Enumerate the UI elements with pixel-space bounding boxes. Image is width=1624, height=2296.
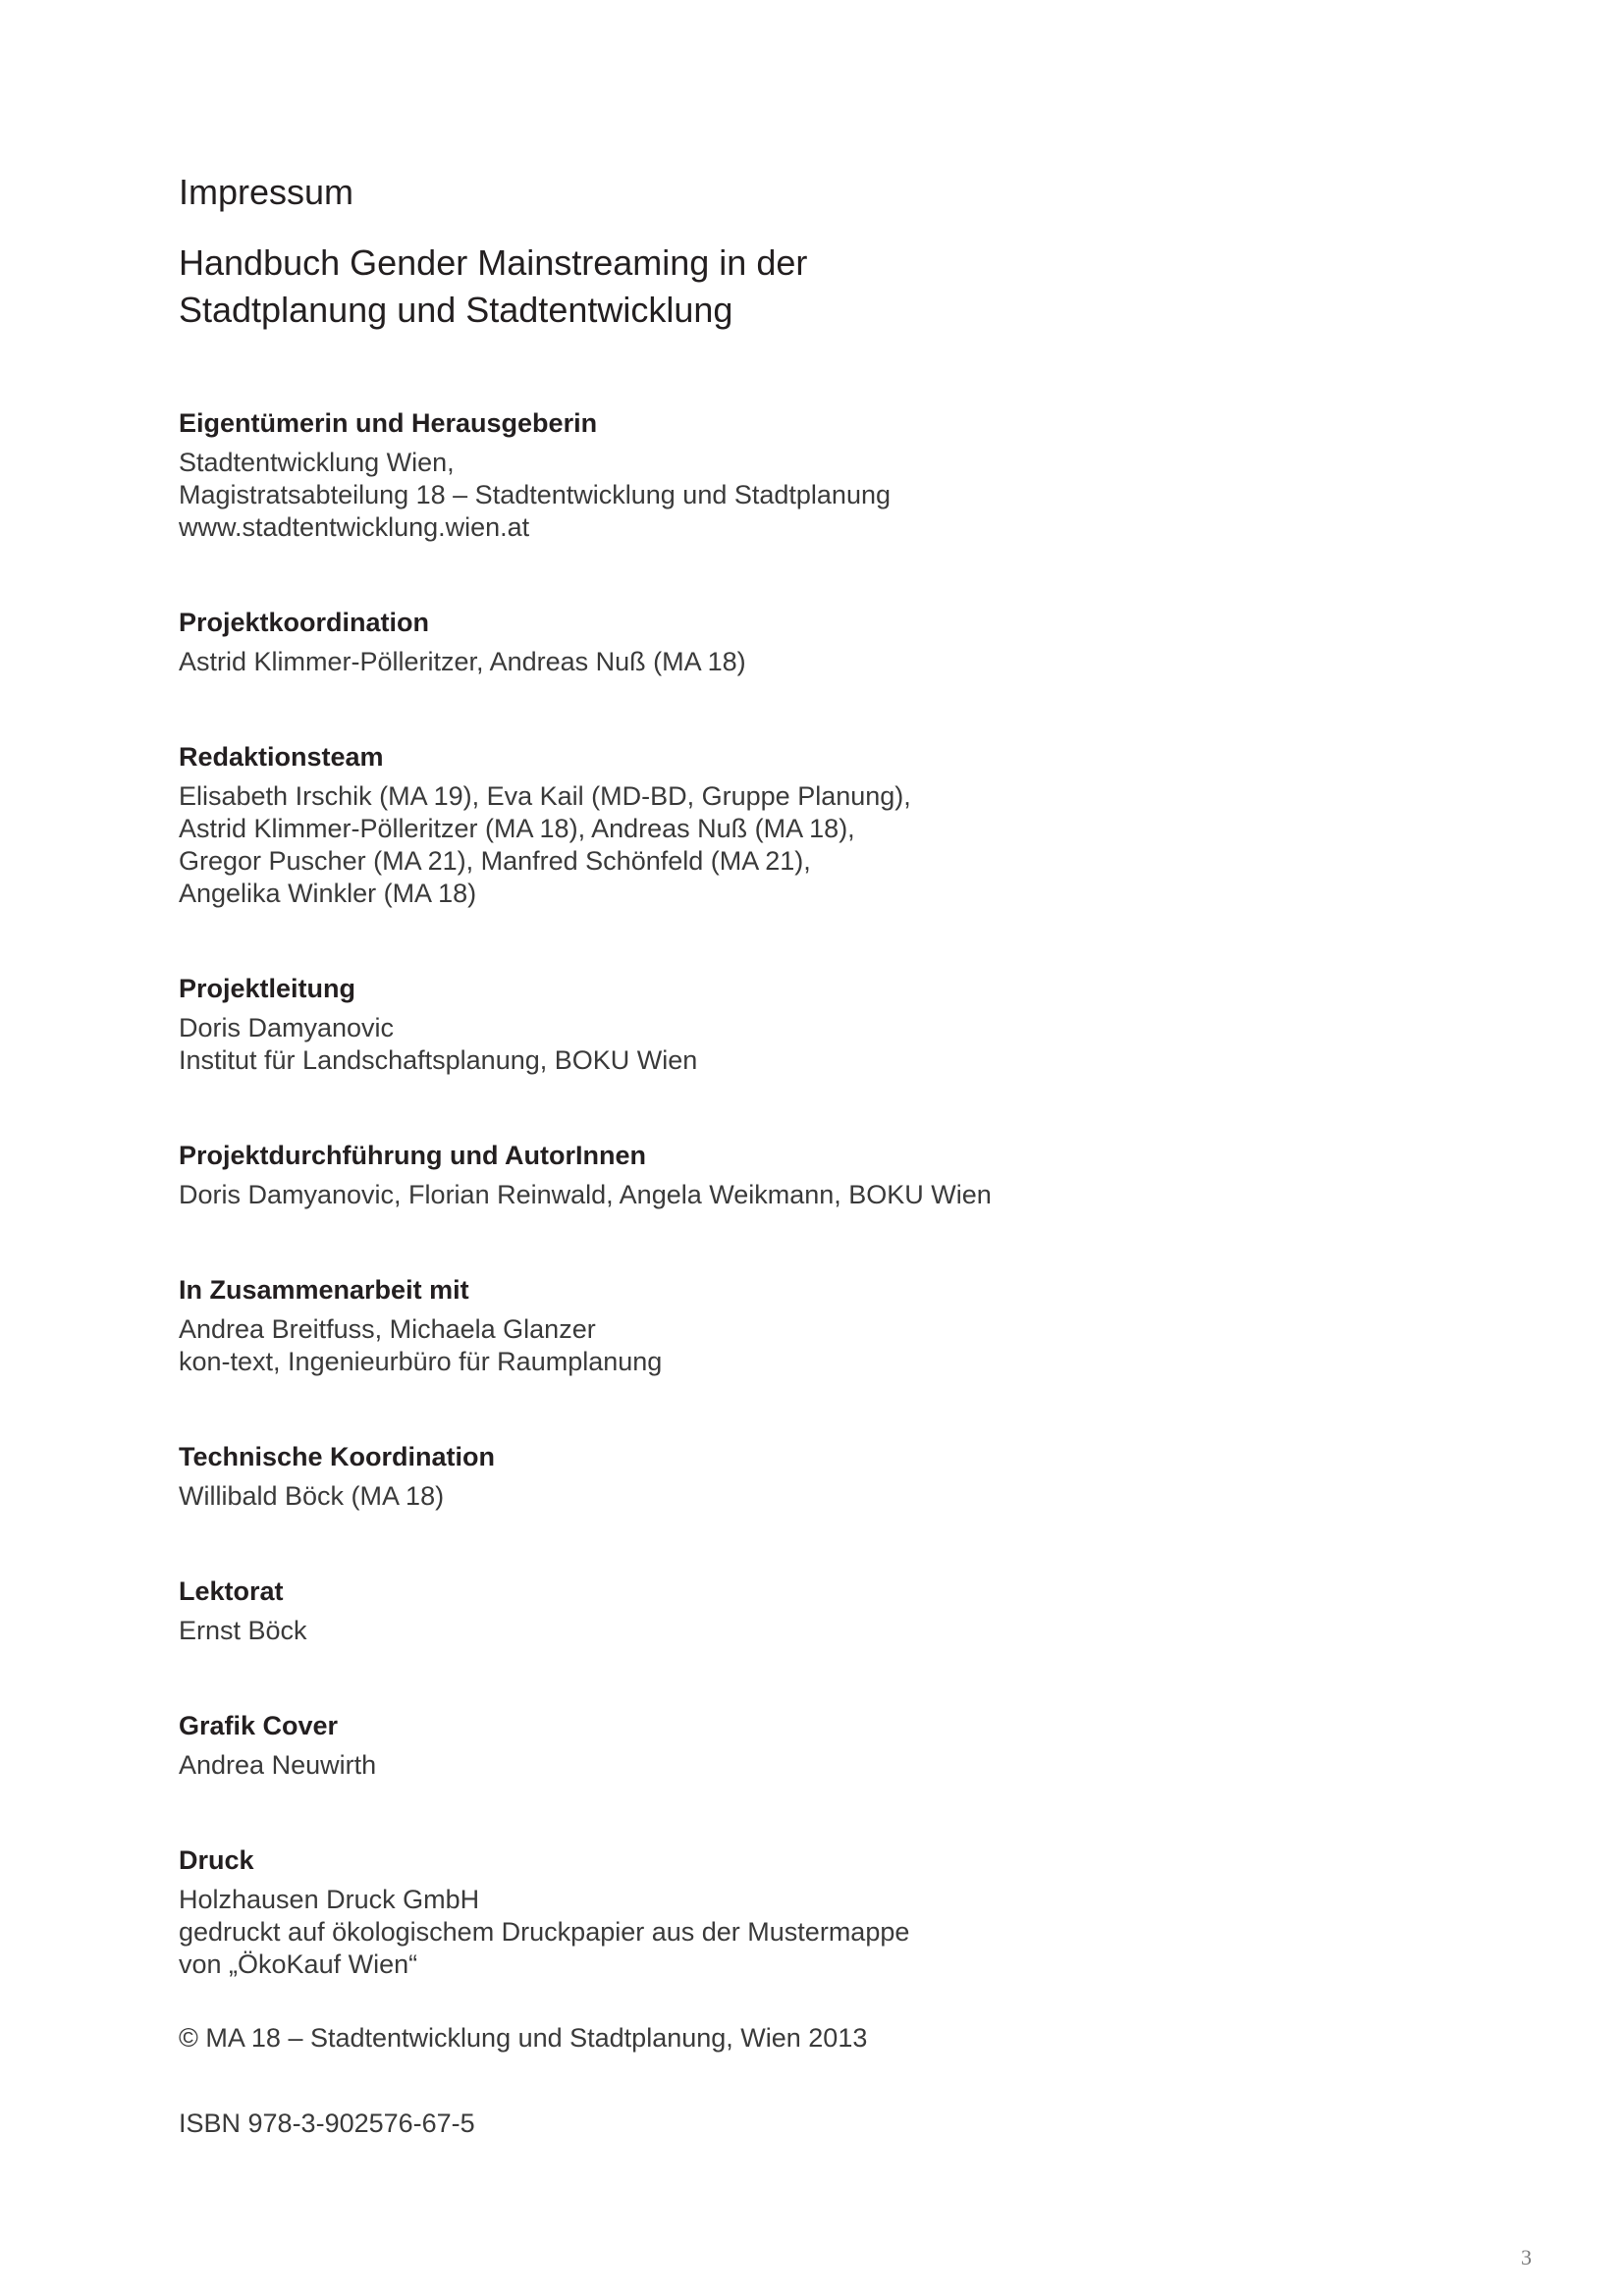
section-label: Technische Koordination — [179, 1442, 496, 1471]
section-line: Gregor Puscher (MA 21), Manfred Schönfeld (MA 21), — [179, 846, 811, 876]
section-label: Projektleitung — [179, 974, 356, 1003]
section-cooperation — [179, 1273, 1455, 1378]
section-line: Astrid Klimmer-Pölleritzer, Andreas Nuß (MA 18) — [179, 647, 746, 676]
section-label: Lektorat — [179, 1576, 284, 1606]
section-line: Andrea Neuwirth — [179, 1750, 377, 1780]
section-line: Willibald Böck (MA 18) — [179, 1481, 445, 1511]
page-heading: Impressum — [179, 172, 354, 212]
section-line: Elisabeth Irschik (MA 19), Eva Kail (MD-BD, Gruppe Planung), — [179, 781, 911, 811]
section-label: Redaktionsteam — [179, 742, 384, 772]
section-line: von „ÖkoKauf Wien“ — [179, 1949, 418, 1979]
section-line: Holzhausen Druck GmbH — [179, 1885, 480, 1914]
section-line: Doris Damyanovic, Florian Reinwald, Angela Weikmann, BOKU Wien — [179, 1180, 992, 1209]
section-line: Doris Damyanovic — [179, 1013, 395, 1042]
section-line: Ernst Böck — [179, 1616, 307, 1645]
document-title-line: Stadtplanung und Stadtentwicklung — [179, 290, 733, 330]
imprint-page — [179, 169, 1455, 2140]
section-line: Institut für Landschaftsplanung, BOKU Wien — [179, 1045, 698, 1075]
section-label: Druck — [179, 1845, 254, 1875]
website-link[interactable]: www.stadtentwicklung.wien.at — [179, 512, 530, 542]
section-label: Grafik Cover — [179, 1711, 339, 1740]
section-project-execution-authors — [179, 1139, 1455, 1211]
section-line: Andrea Breitfuss, Michaela Glanzer — [179, 1314, 596, 1344]
section-line: gedruckt auf ökologischem Druckpapier aus der Mustermappe — [179, 1917, 910, 1947]
section-project-lead — [179, 972, 1455, 1077]
section-line: Angelika Winkler (MA 18) — [179, 879, 477, 908]
section-line: Magistratsabteilung 18 – Stadtentwicklung und Stadtplanung — [179, 480, 891, 509]
section-label: Projektdurchführung und AutorInnen — [179, 1141, 646, 1170]
section-printing — [179, 1843, 1455, 1981]
section-cover-graphics — [179, 1709, 1455, 1782]
section-line: Stadtentwicklung Wien, — [179, 448, 455, 477]
section-label: Projektkoordination — [179, 608, 430, 637]
section-project-coordination — [179, 606, 1455, 678]
section-technical-coordination — [179, 1440, 1455, 1513]
section-owner-publisher — [179, 406, 1455, 544]
copyright-notice: © MA 18 – Stadtentwicklung und Stadtplanung, Wien 2013 — [179, 2023, 868, 2053]
section-proofreading — [179, 1575, 1455, 1647]
section-label: Eigentümerin und Herausgeberin — [179, 408, 598, 438]
section-line: kon-text, Ingenieurbüro für Raumplanung — [179, 1347, 663, 1376]
document-title — [179, 240, 1455, 334]
section-line: Astrid Klimmer-Pölleritzer (MA 18), Andreas Nuß (MA 18), — [179, 814, 855, 843]
document-title-line: Handbuch Gender Mainstreaming in der — [179, 242, 808, 283]
section-editorial-team — [179, 740, 1455, 910]
page-number: 3 — [1521, 2245, 1532, 2269]
section-label: In Zusammenarbeit mit — [179, 1275, 469, 1305]
isbn-number: ISBN 978-3-902576-67-5 — [179, 2109, 475, 2138]
imprint-sections — [179, 406, 1455, 2140]
